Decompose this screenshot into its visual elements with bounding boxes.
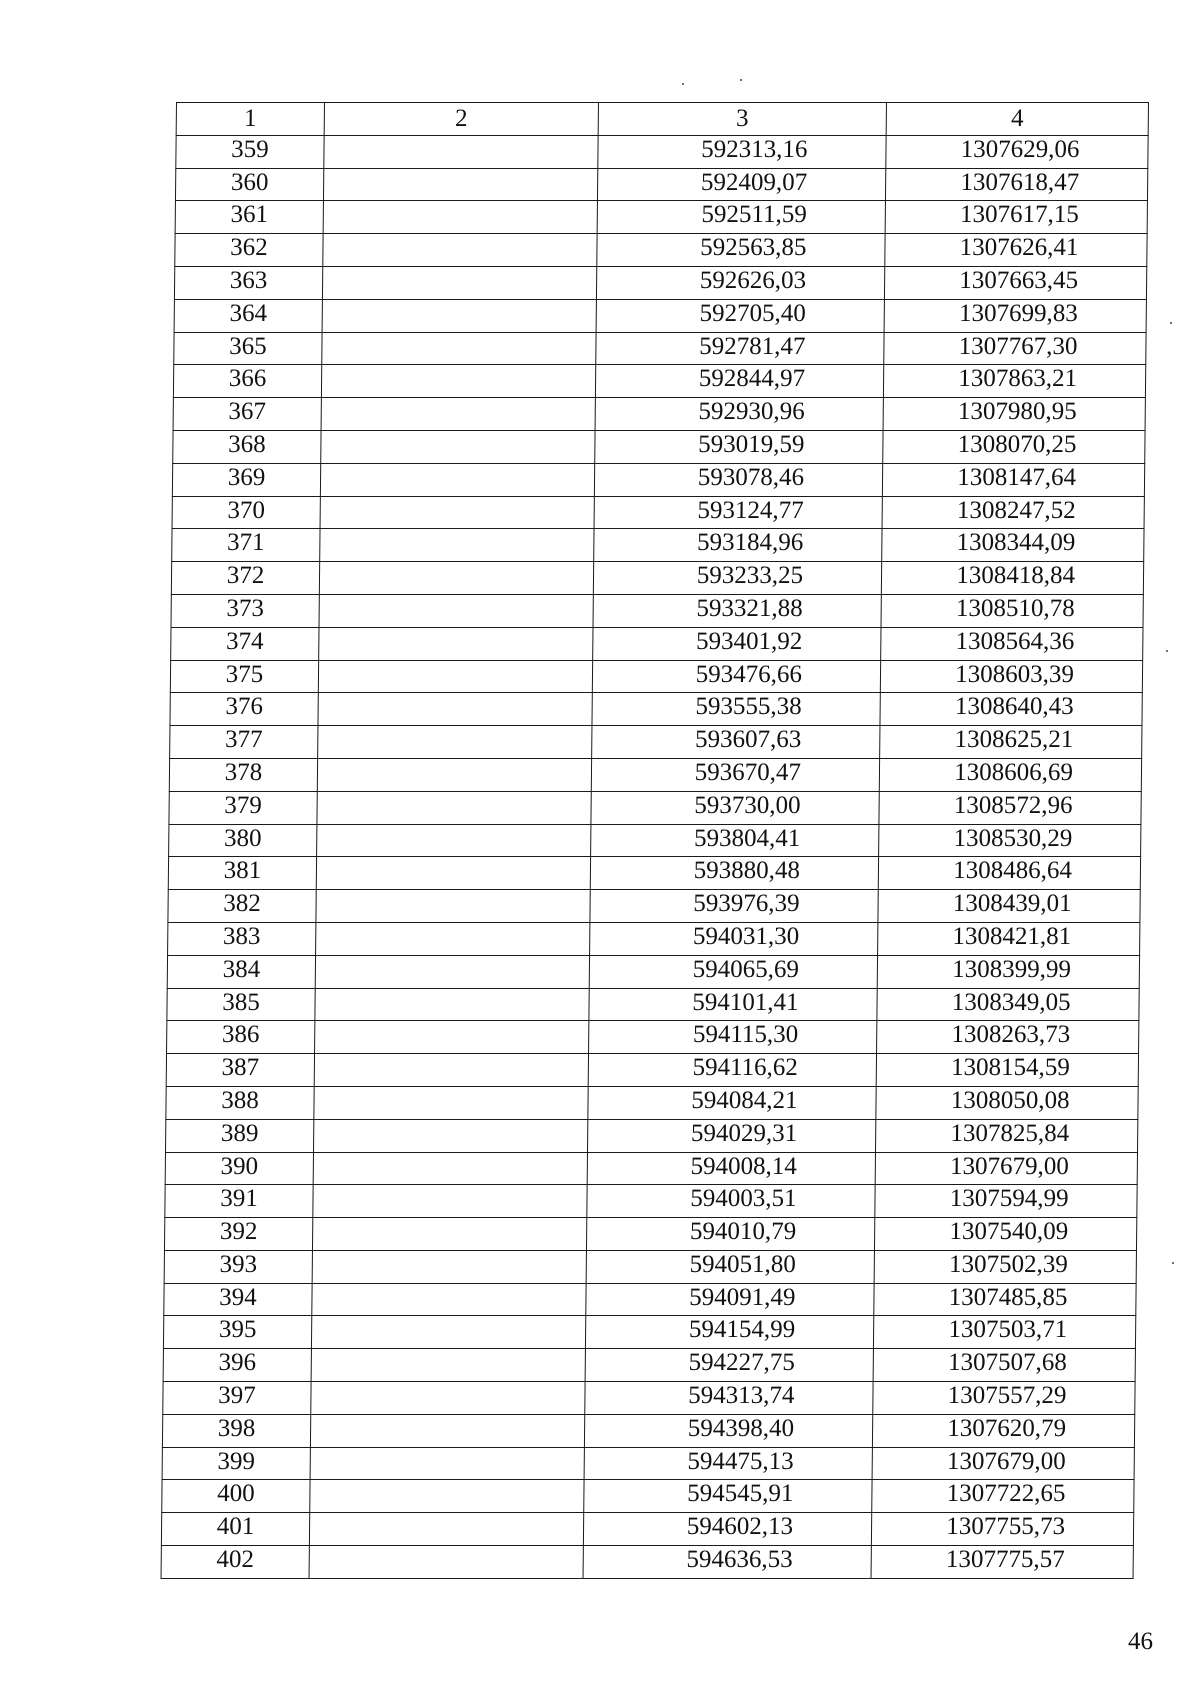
x-coordinate-cell: 594008,14 [587, 1152, 875, 1185]
scan-speck [682, 83, 684, 85]
point-number-cell: 387 [166, 1054, 314, 1087]
table-row [169, 791, 1141, 824]
point-number-cell: 383 [168, 922, 316, 955]
table-row [164, 1250, 1136, 1283]
y-coordinate-cell: 1307540,09 [874, 1218, 1136, 1251]
table-row [167, 955, 1139, 988]
point-number-cell: 359 [176, 135, 324, 168]
point-number-cell: 397 [163, 1382, 311, 1415]
empty-cell [311, 1316, 585, 1349]
table-row [163, 1316, 1135, 1349]
point-number-cell: 375 [170, 660, 318, 693]
x-coordinate-cell: 593476,66 [592, 660, 880, 693]
x-coordinate-cell: 592511,59 [597, 201, 885, 234]
empty-cell [310, 1447, 584, 1480]
empty-cell [319, 562, 593, 595]
table-row [169, 758, 1141, 791]
x-coordinate-cell: 594065,69 [589, 955, 877, 988]
y-coordinate-cell: 1307594,99 [875, 1185, 1137, 1218]
table-row [165, 1152, 1137, 1185]
table-row [168, 857, 1140, 890]
x-coordinate-cell: 594084,21 [588, 1086, 876, 1119]
table-row [171, 594, 1143, 627]
coordinates-table [161, 102, 1149, 1579]
table-row [167, 988, 1139, 1021]
x-coordinate-cell: 594602,13 [583, 1513, 871, 1546]
y-coordinate-cell: 1307825,84 [876, 1119, 1138, 1152]
scan-speck [1172, 1262, 1174, 1264]
empty-cell [317, 824, 591, 857]
empty-cell [318, 726, 592, 759]
y-coordinate-cell: 1307485,85 [874, 1283, 1136, 1316]
x-coordinate-cell: 593124,77 [594, 496, 882, 529]
point-number-cell: 399 [162, 1447, 310, 1480]
y-coordinate-cell: 1308247,52 [882, 496, 1144, 529]
empty-cell [321, 398, 595, 431]
x-coordinate-cell: 592705,40 [596, 299, 884, 332]
x-coordinate-cell: 593880,48 [590, 857, 878, 890]
y-coordinate-cell: 1307618,47 [885, 168, 1147, 201]
empty-cell [314, 1086, 588, 1119]
table-row [161, 1513, 1133, 1546]
point-number-cell: 374 [171, 627, 319, 660]
point-number-cell: 363 [174, 266, 322, 299]
x-coordinate-cell: 594010,79 [586, 1218, 874, 1251]
y-coordinate-cell: 1307767,30 [884, 332, 1146, 365]
x-coordinate-cell: 594051,80 [586, 1250, 874, 1283]
y-coordinate-cell: 1308070,25 [883, 430, 1145, 463]
scan-speck [1170, 322, 1172, 324]
table-row [173, 398, 1145, 431]
header-cell-2: 2 [324, 103, 598, 136]
table-row [172, 496, 1144, 529]
y-coordinate-cell: 1307699,83 [884, 299, 1146, 332]
y-coordinate-cell: 1307557,29 [873, 1382, 1135, 1415]
x-coordinate-cell: 594545,91 [584, 1480, 872, 1513]
x-coordinate-cell: 592626,03 [596, 266, 884, 299]
y-coordinate-cell: 1308572,96 [879, 791, 1141, 824]
empty-cell [316, 922, 590, 955]
table-body [161, 135, 1148, 1578]
empty-cell [321, 365, 595, 398]
x-coordinate-cell: 593233,25 [593, 562, 881, 595]
y-coordinate-cell: 1308486,64 [878, 857, 1140, 890]
point-number-cell: 371 [172, 529, 320, 562]
table-row [173, 430, 1145, 463]
empty-cell [322, 332, 596, 365]
empty-cell [309, 1513, 583, 1546]
point-number-cell: 361 [175, 201, 323, 234]
table-row [164, 1218, 1136, 1251]
table-row [174, 266, 1146, 299]
empty-cell [311, 1349, 585, 1382]
point-number-cell: 366 [173, 365, 321, 398]
point-number-cell: 395 [163, 1316, 311, 1349]
table-row [169, 824, 1141, 857]
x-coordinate-cell: 594031,30 [590, 922, 878, 955]
empty-cell [324, 135, 598, 168]
empty-cell [322, 266, 596, 299]
x-coordinate-cell: 593607,63 [592, 726, 880, 759]
table-row [168, 890, 1140, 923]
y-coordinate-cell: 1308640,43 [880, 693, 1142, 726]
y-coordinate-cell: 1308564,36 [881, 627, 1143, 660]
y-coordinate-cell: 1308510,78 [881, 594, 1143, 627]
table-row [161, 1546, 1133, 1579]
empty-cell [323, 168, 597, 201]
table-row [175, 201, 1147, 234]
empty-cell [314, 1054, 588, 1087]
x-coordinate-cell: 594636,53 [583, 1546, 871, 1579]
point-number-cell: 390 [165, 1152, 313, 1185]
header-cell-3: 3 [598, 103, 886, 136]
table-row [168, 922, 1140, 955]
point-number-cell: 401 [161, 1513, 309, 1546]
header-cell-1: 1 [176, 103, 324, 136]
point-number-cell: 388 [166, 1086, 314, 1119]
y-coordinate-cell: 1308530,29 [879, 824, 1141, 857]
empty-cell [315, 955, 589, 988]
y-coordinate-cell: 1307507,68 [873, 1349, 1135, 1382]
table-row [162, 1480, 1134, 1513]
x-coordinate-cell: 593401,92 [593, 627, 881, 660]
empty-cell [323, 234, 597, 267]
point-number-cell: 370 [172, 496, 320, 529]
empty-cell [312, 1283, 586, 1316]
point-number-cell: 367 [173, 398, 321, 431]
point-number-cell: 385 [167, 988, 315, 1021]
point-number-cell: 380 [169, 824, 317, 857]
empty-cell [311, 1382, 585, 1415]
x-coordinate-cell: 593555,38 [592, 693, 880, 726]
y-coordinate-cell: 1307863,21 [883, 365, 1145, 398]
point-number-cell: 382 [168, 890, 316, 923]
table-row [163, 1382, 1135, 1415]
y-coordinate-cell: 1307620,79 [872, 1414, 1134, 1447]
page-number: 46 [1128, 1628, 1153, 1655]
point-number-cell: 376 [170, 693, 318, 726]
y-coordinate-cell: 1308050,08 [876, 1086, 1138, 1119]
x-coordinate-cell: 594091,49 [586, 1283, 874, 1316]
x-coordinate-cell: 594398,40 [584, 1414, 872, 1447]
x-coordinate-cell: 593804,41 [591, 824, 879, 857]
empty-cell [318, 660, 592, 693]
empty-cell [317, 758, 591, 791]
empty-cell [319, 594, 593, 627]
table-row [172, 463, 1144, 496]
empty-cell [319, 627, 593, 660]
empty-cell [316, 857, 590, 890]
table-row [170, 726, 1142, 759]
table-row [173, 365, 1145, 398]
empty-cell [322, 299, 596, 332]
table-row [170, 660, 1142, 693]
table-row [163, 1349, 1135, 1382]
x-coordinate-cell: 592781,47 [596, 332, 884, 365]
point-number-cell: 391 [165, 1185, 313, 1218]
y-coordinate-cell: 1307679,00 [872, 1447, 1134, 1480]
empty-cell [315, 1021, 589, 1054]
point-number-cell: 365 [174, 332, 322, 365]
x-coordinate-cell: 594003,51 [587, 1185, 875, 1218]
y-coordinate-cell: 1307980,95 [883, 398, 1145, 431]
table-row [164, 1283, 1136, 1316]
empty-cell [320, 496, 594, 529]
x-coordinate-cell: 593670,47 [591, 758, 879, 791]
header-cell-4: 4 [886, 103, 1148, 136]
x-coordinate-cell: 593078,46 [594, 463, 882, 496]
x-coordinate-cell: 594115,30 [589, 1021, 877, 1054]
point-number-cell: 362 [175, 234, 323, 267]
point-number-cell: 386 [167, 1021, 315, 1054]
x-coordinate-cell: 592563,85 [597, 234, 885, 267]
y-coordinate-cell: 1308606,69 [879, 758, 1141, 791]
empty-cell [315, 988, 589, 1021]
coordinates-table-wrapper [161, 102, 1148, 1579]
y-coordinate-cell: 1307503,71 [873, 1316, 1135, 1349]
x-coordinate-cell: 592844,97 [595, 365, 883, 398]
x-coordinate-cell: 593321,88 [593, 594, 881, 627]
y-coordinate-cell: 1307663,45 [884, 266, 1146, 299]
point-number-cell: 378 [169, 758, 317, 791]
point-number-cell: 393 [164, 1250, 312, 1283]
table-row [175, 234, 1147, 267]
empty-cell [321, 430, 595, 463]
scan-speck [740, 79, 742, 81]
table-row [174, 299, 1146, 332]
point-number-cell: 394 [164, 1283, 312, 1316]
x-coordinate-cell: 592313,16 [598, 135, 886, 168]
y-coordinate-cell: 1308625,21 [880, 726, 1142, 759]
scan-speck [1166, 650, 1168, 652]
empty-cell [317, 791, 591, 824]
table-row [174, 332, 1146, 365]
y-coordinate-cell: 1308399,99 [877, 955, 1139, 988]
point-number-cell: 372 [171, 562, 319, 595]
y-coordinate-cell: 1307502,39 [874, 1250, 1136, 1283]
point-number-cell: 381 [168, 857, 316, 890]
y-coordinate-cell: 1307679,00 [875, 1152, 1137, 1185]
empty-cell [310, 1480, 584, 1513]
header-row [176, 103, 1148, 136]
point-number-cell: 402 [161, 1546, 309, 1579]
y-coordinate-cell: 1308344,09 [882, 529, 1144, 562]
table-row [176, 135, 1148, 168]
x-coordinate-cell: 594116,62 [588, 1054, 876, 1087]
empty-cell [309, 1546, 583, 1579]
y-coordinate-cell: 1308421,81 [878, 922, 1140, 955]
x-coordinate-cell: 594313,74 [585, 1382, 873, 1415]
point-number-cell: 384 [167, 955, 315, 988]
y-coordinate-cell: 1307626,41 [885, 234, 1147, 267]
point-number-cell: 398 [162, 1414, 310, 1447]
empty-cell [310, 1414, 584, 1447]
y-coordinate-cell: 1308418,84 [881, 562, 1143, 595]
x-coordinate-cell: 594029,31 [588, 1119, 876, 1152]
empty-cell [312, 1218, 586, 1251]
empty-cell [314, 1119, 588, 1152]
empty-cell [323, 201, 597, 234]
empty-cell [313, 1185, 587, 1218]
x-coordinate-cell: 594154,99 [585, 1316, 873, 1349]
y-coordinate-cell: 1307629,06 [886, 135, 1148, 168]
empty-cell [320, 463, 594, 496]
x-coordinate-cell: 592930,96 [595, 398, 883, 431]
point-number-cell: 392 [164, 1218, 312, 1251]
y-coordinate-cell: 1307775,57 [871, 1546, 1133, 1579]
x-coordinate-cell: 593976,39 [590, 890, 878, 923]
x-coordinate-cell: 593730,00 [591, 791, 879, 824]
x-coordinate-cell: 594101,41 [589, 988, 877, 1021]
point-number-cell: 377 [170, 726, 318, 759]
y-coordinate-cell: 1307617,15 [885, 201, 1147, 234]
empty-cell [316, 890, 590, 923]
table-row [166, 1119, 1138, 1152]
y-coordinate-cell: 1308147,64 [882, 463, 1144, 496]
x-coordinate-cell: 593019,59 [595, 430, 883, 463]
x-coordinate-cell: 594227,75 [585, 1349, 873, 1382]
table-row [166, 1054, 1138, 1087]
point-number-cell: 396 [163, 1349, 311, 1382]
point-number-cell: 369 [172, 463, 320, 496]
table-row [170, 693, 1142, 726]
table-row [175, 168, 1147, 201]
y-coordinate-cell: 1308263,73 [877, 1021, 1139, 1054]
point-number-cell: 400 [162, 1480, 310, 1513]
empty-cell [312, 1250, 586, 1283]
table-row [162, 1447, 1134, 1480]
point-number-cell: 364 [174, 299, 322, 332]
empty-cell [320, 529, 594, 562]
point-number-cell: 360 [175, 168, 323, 201]
x-coordinate-cell: 594475,13 [584, 1447, 872, 1480]
x-coordinate-cell: 593184,96 [594, 529, 882, 562]
y-coordinate-cell: 1307722,65 [872, 1480, 1134, 1513]
empty-cell [313, 1152, 587, 1185]
y-coordinate-cell: 1308603,39 [880, 660, 1142, 693]
y-coordinate-cell: 1308349,05 [877, 988, 1139, 1021]
table-row [165, 1185, 1137, 1218]
table-row [162, 1414, 1134, 1447]
point-number-cell: 389 [166, 1119, 314, 1152]
point-number-cell: 368 [173, 430, 321, 463]
table-row [172, 529, 1144, 562]
table-row [166, 1086, 1138, 1119]
table-row [167, 1021, 1139, 1054]
y-coordinate-cell: 1307755,73 [871, 1513, 1133, 1546]
empty-cell [318, 693, 592, 726]
table-row [171, 627, 1143, 660]
y-coordinate-cell: 1308439,01 [878, 890, 1140, 923]
y-coordinate-cell: 1308154,59 [876, 1054, 1138, 1087]
x-coordinate-cell: 592409,07 [597, 168, 885, 201]
table-row [171, 562, 1143, 595]
point-number-cell: 379 [169, 791, 317, 824]
point-number-cell: 373 [171, 594, 319, 627]
